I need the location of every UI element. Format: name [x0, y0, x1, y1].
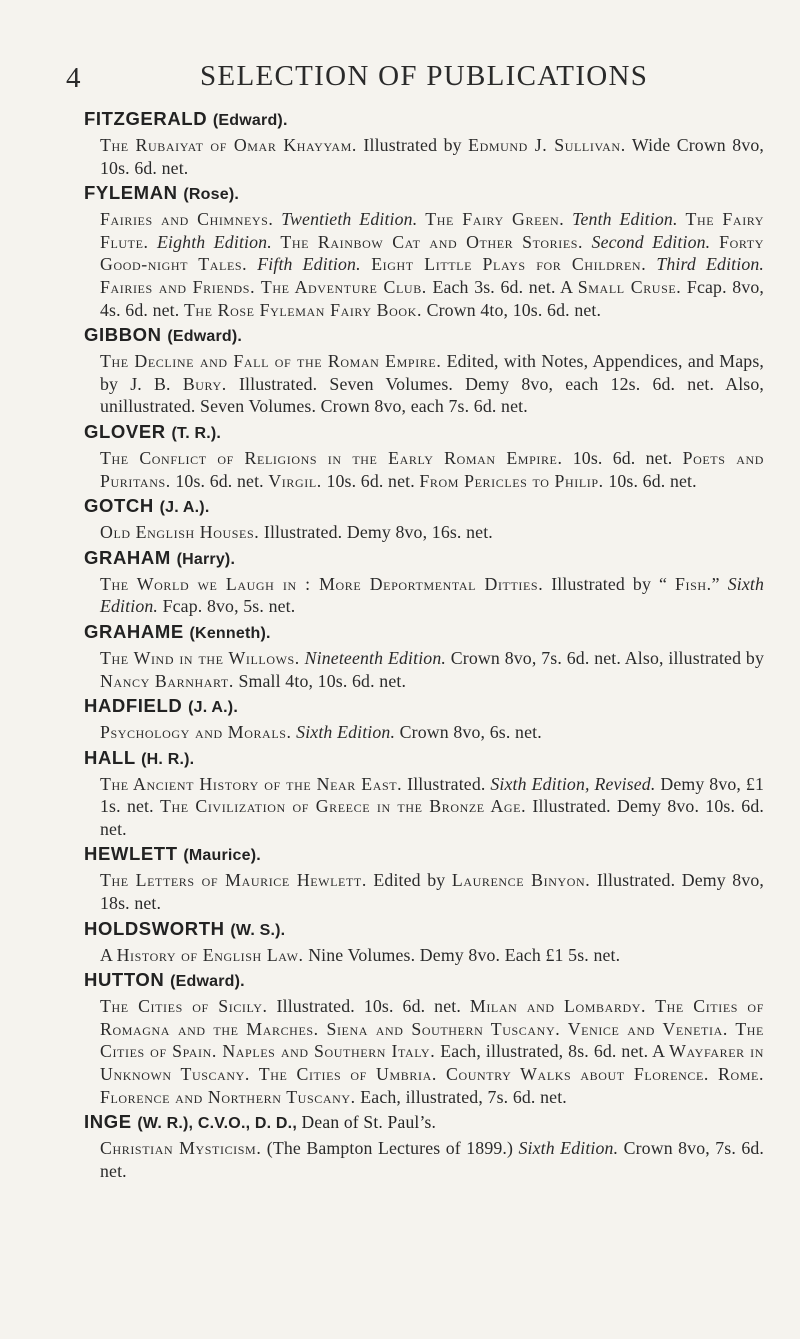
book-title: Bury.: [182, 373, 227, 394]
book-title: Small Cruse.: [577, 276, 682, 297]
book-title: Virgil.: [268, 470, 322, 491]
book-title: Psychology and Morals.: [100, 722, 292, 743]
book-title: The Rose Fyleman Fairy Book.: [183, 299, 422, 320]
author-surname: FITZGERALD: [84, 108, 208, 129]
book-title: The Wind in the Willows.: [100, 647, 300, 668]
publication-entry: [84, 618, 764, 692]
details-text: 10s. 6d. net.: [321, 470, 420, 491]
details-text: 10s. 6d. net.: [562, 447, 683, 468]
book-title: History of English Law.: [116, 944, 304, 965]
details-text: ”: [711, 573, 728, 594]
edition-note: Third Edition.: [646, 254, 765, 275]
author-forename: (W. S.).: [230, 921, 286, 939]
publication-entry: [84, 418, 764, 492]
author-surname: HADFIELD: [84, 695, 183, 717]
edition-note: Sixth Edition, Revised.: [490, 773, 656, 794]
book-title: The Fairy Flute.: [100, 209, 764, 252]
details-text: Illustrated. Seven Volumes. Demy 8vo, each 12s. 6d. net. Also, unillustrated. Seven Volumes. Crown 8vo, each 7s. 6d. net.: [100, 373, 765, 417]
edition-note: Sixth Edition.: [291, 722, 396, 743]
author-surname: HUTTON: [84, 969, 165, 991]
author-surname: GRAHAME: [84, 620, 184, 642]
publication-entry: [84, 105, 764, 179]
author-surname: GLOVER: [84, 420, 166, 442]
publication-details: [100, 350, 764, 418]
book-title: Christian Mysticism.: [100, 1138, 262, 1159]
author-surname: HALL: [84, 746, 136, 768]
details-text: (The Bampton Lectures of 1899.): [261, 1138, 519, 1159]
publication-details: [100, 995, 764, 1108]
book-title: Fish.: [675, 573, 712, 594]
book-title: The Fairy Green.: [417, 209, 565, 230]
author-forename: (J. A.).: [188, 699, 238, 717]
author-forename: (H. R.).: [141, 750, 195, 768]
publication-entry: [84, 1108, 764, 1182]
details-text: Illustrated. Demy 8vo. 10s. 6d. net.: [100, 796, 764, 839]
details-text: Crown 8vo, 7s. 6d. net.: [100, 1138, 764, 1181]
publication-list: [84, 105, 764, 1182]
book-title: The Ancient History of the Near East.: [100, 773, 403, 794]
author-forename: (Edward).: [212, 112, 288, 129]
publication-entry: [84, 321, 764, 418]
author-heading: [84, 618, 764, 647]
author-surname: INGE: [84, 1111, 132, 1133]
author-forename: (Rose).: [183, 186, 240, 204]
author-forename: (T. R.).: [171, 424, 222, 442]
publication-details: [100, 521, 764, 544]
author-heading: [84, 1108, 764, 1137]
details-text: Wide Crown 8vo, 10s. 6d. net.: [100, 135, 764, 178]
author-surname: HOLDSWORTH: [84, 917, 225, 939]
publication-details: [100, 647, 764, 692]
edition-note: Second Edition.: [583, 231, 711, 252]
details-text: Edited by: [366, 870, 452, 891]
author-heading: [84, 692, 764, 721]
publication-details: [100, 773, 764, 841]
publication-entry: [84, 966, 764, 1108]
edition-note: Sixth Edition.: [100, 573, 764, 617]
publication-details: [100, 869, 764, 914]
book-title: The Cities of Sicily.: [100, 996, 268, 1017]
book-title: The Civilization of Greece in the Bronze Age.: [160, 796, 527, 817]
author-heading: [84, 544, 764, 573]
details-text: Fcap. 8vo, 5s. net.: [158, 596, 296, 617]
author-surname: GOTCH: [84, 495, 154, 517]
book-title: Fairies and Friends. The Adventure Club.: [100, 276, 427, 297]
details-text: Fcap. 8vo, 4s. 6d. net.: [100, 276, 765, 320]
author-heading: [84, 418, 764, 447]
publication-details: [100, 208, 764, 321]
book-title: Forty Good-night Tales.: [100, 231, 764, 275]
publication-entry: [84, 744, 764, 841]
publication-details: [100, 1137, 764, 1182]
book-title: The Conflict of Religions in the Early Roman Empire.: [100, 447, 563, 468]
book-title: Old English Houses.: [100, 522, 260, 543]
details-text: Crown 8vo, 7s. 6d. net. Also, illustrated by: [445, 647, 765, 668]
edition-note: Nineteenth Edition.: [299, 647, 446, 668]
publication-details: [100, 134, 764, 179]
book-title: Laurence Binyon.: [451, 870, 591, 891]
book-title: Edmund J. Sullivan.: [468, 135, 626, 155]
details-text: Demy 8vo, £1 1s. net.: [100, 773, 764, 817]
author-forename: (Maurice).: [183, 847, 261, 865]
publication-details: [100, 944, 764, 967]
book-title: Nancy Barnhart.: [100, 670, 234, 691]
details-text: Illustrated. Demy 8vo, 16s. net.: [259, 522, 493, 543]
details-text: Nine Volumes. Demy 8vo. Each £1 5s. net.: [303, 944, 621, 965]
details-text: Each 3s. 6d. net. A: [426, 276, 578, 297]
author-forename: (W. R.), C.V.O., D. D.,: [137, 1115, 297, 1133]
book-title: The Letters of Maurice Hewlett.: [100, 870, 367, 891]
details-text: Illustrated by “: [543, 573, 675, 594]
page-number: 4: [66, 62, 81, 94]
edition-note: Tenth Edition.: [564, 209, 678, 230]
author-surname: GRAHAM: [84, 546, 171, 568]
book-title: Poets and Puritans.: [100, 447, 764, 491]
author-forename: (J. A.).: [159, 499, 210, 517]
author-heading: [84, 492, 764, 521]
book-title: Eight Little Plays for Children.: [360, 254, 647, 275]
publication-details: [100, 721, 764, 744]
book-title: The Rainbow Cat and Other Stories.: [271, 231, 584, 252]
edition-note: Twentieth Edition.: [273, 209, 418, 230]
details-text: Edited, with Notes, Appendices, and Maps, by J. B.: [100, 351, 764, 394]
details-text: 10s. 6d. net.: [603, 470, 697, 491]
publication-entry: [84, 179, 764, 321]
book-title: The Rubaiyat of Omar Khayyam.: [100, 135, 357, 155]
details-text: Each, illustrated, 8s. 6d. net. A: [435, 1041, 670, 1062]
details-text: 10s. 6d. net.: [170, 470, 269, 491]
details-text: A: [100, 944, 117, 965]
book-title: Wayfarer in Unknown Tuscany. The Cities of Umbria. Country Walks about Florence. Rome. Florence and Northern Tuscany.: [100, 1041, 764, 1107]
author-heading: [84, 744, 764, 773]
publication-details: [100, 573, 764, 618]
details-text: Crown 8vo, 6s. net.: [395, 722, 542, 743]
publication-entry: [84, 492, 764, 544]
book-title: From Pericles to Philip.: [419, 470, 604, 491]
edition-note: Sixth Edition.: [518, 1138, 619, 1159]
book-title: The Decline and Fall of the Roman Empire.: [100, 351, 442, 372]
author-heading: [84, 105, 764, 134]
author-forename: (Edward).: [167, 328, 243, 346]
publication-entry: [84, 915, 764, 967]
book-title: Fairies and Chimneys.: [100, 209, 274, 230]
details-text: Each, illustrated, 7s. 6d. net.: [355, 1086, 567, 1107]
author-heading: [84, 321, 764, 350]
author-heading: [84, 915, 764, 944]
details-text: Illustrated. Demy 8vo, 18s. net.: [100, 870, 764, 914]
page-header: [66, 60, 766, 100]
edition-note: Fifth Edition.: [247, 254, 361, 275]
publication-entry: [84, 544, 764, 618]
author-heading: [84, 840, 764, 869]
author-surname: HEWLETT: [84, 843, 178, 865]
publication-details: [100, 447, 764, 492]
edition-note: Eighth Edition.: [148, 231, 272, 252]
author-forename: (Kenneth).: [189, 624, 271, 642]
details-text: Small 4to, 10s. 6d. net.: [233, 670, 407, 691]
author-forename: (Harry).: [176, 550, 236, 568]
publication-entry: [84, 840, 764, 914]
author-surname: FYLEMAN: [84, 182, 178, 204]
author-title: Dean of St. Paul’s.: [296, 1112, 437, 1133]
author-heading: [84, 966, 764, 995]
author-surname: GIBBON: [84, 324, 162, 346]
author-forename: (Edward).: [170, 973, 245, 991]
details-text: Illustrated.: [402, 773, 491, 794]
book-title: The World we Laugh in : More Deportmental Ditties.: [100, 573, 544, 594]
details-text: Crown 4to, 10s. 6d. net.: [422, 299, 602, 320]
page-title: SELECTION OF PUBLICATIONS: [200, 60, 649, 92]
details-text: Illustrated by: [356, 135, 469, 155]
author-heading: [84, 179, 764, 208]
book-title: Milan and Lombardy. The Cities of Romagna and the Marches. Siena and Southern Tuscany. Venice and Venetia. The Cities of Spain. Naples and Southern Italy.: [100, 996, 764, 1062]
details-text: Illustrated. 10s. 6d. net.: [267, 996, 470, 1017]
publication-entry: [84, 692, 764, 744]
